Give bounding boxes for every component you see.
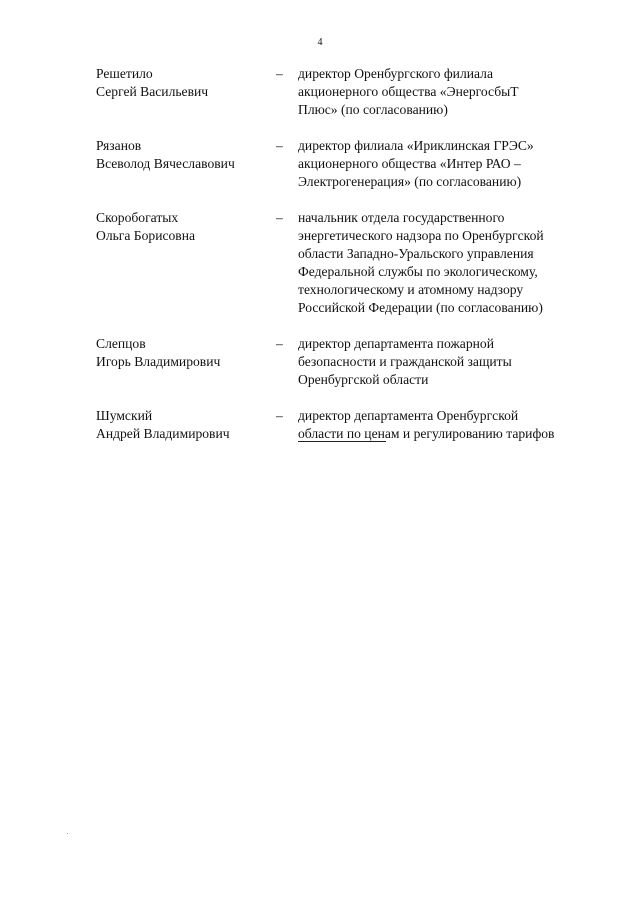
member-surname: Рязанов [96,138,142,153]
separator-dash: – [276,138,283,153]
position-line: области по ценам и регулированию тарифов [298,426,555,441]
member-name [96,335,271,371]
scan-speck [67,833,68,834]
position-line: энергетического надзора по Оренбургской [298,228,544,243]
member-position [298,137,598,191]
member-entry [0,335,640,389]
member-name [96,65,271,101]
member-entry [0,209,640,317]
position-line: начальник отдела государственного [298,210,505,225]
position-line: директор департамента пожарной [298,336,494,351]
member-entry [0,65,640,119]
position-line: директор филиала «Ириклинская ГРЭС» [298,138,534,153]
member-position [298,65,598,119]
member-position [298,335,598,389]
separator-dash: – [276,408,283,423]
member-surname: Скоробогатых [96,210,179,225]
page-number: 4 [317,37,323,48]
position-line: Российской Федерации (по согласованию) [298,300,543,315]
member-name [96,407,271,443]
member-given-names: Андрей Владимирович [96,426,230,441]
position-line: области Западно-Уральского управления [298,246,534,261]
position-line: директор департамента Оренбургской [298,408,519,423]
member-given-names: Ольга Борисовна [96,228,196,243]
member-given-names: Игорь Владимирович [96,354,221,369]
member-name [96,137,271,173]
separator-dash: – [276,336,283,351]
position-line: Плюс» (по согласованию) [298,102,448,117]
member-surname: Слепцов [96,336,146,351]
position-line: Федеральной службы по экологическому, [298,264,538,279]
member-entry [0,407,640,443]
position-line: технологическому и атомному надзору [298,282,524,297]
position-line: акционерного общества «Интер РАО – [298,156,521,171]
member-surname: Решетило [96,66,153,81]
separator-dash: – [276,210,283,225]
member-given-names: Всеволод Вячеславович [96,156,235,171]
member-entry [0,137,640,191]
end-of-list-rule [298,441,386,442]
position-line: безопасности и гражданской защиты [298,354,512,369]
member-given-names: Сергей Васильевич [96,84,209,99]
position-line: Электрогенерация» (по согласованию) [298,174,522,189]
separator-dash: – [276,66,283,81]
members-list [0,65,640,443]
position-line: директор Оренбургского филиала [298,66,493,81]
member-position [298,209,598,317]
member-surname: Шумский [96,408,153,423]
member-name [96,209,271,245]
position-line: Оренбургской области [298,372,429,387]
position-line: акционерного общества «ЭнергосбыТ [298,84,519,99]
member-position [298,407,598,443]
